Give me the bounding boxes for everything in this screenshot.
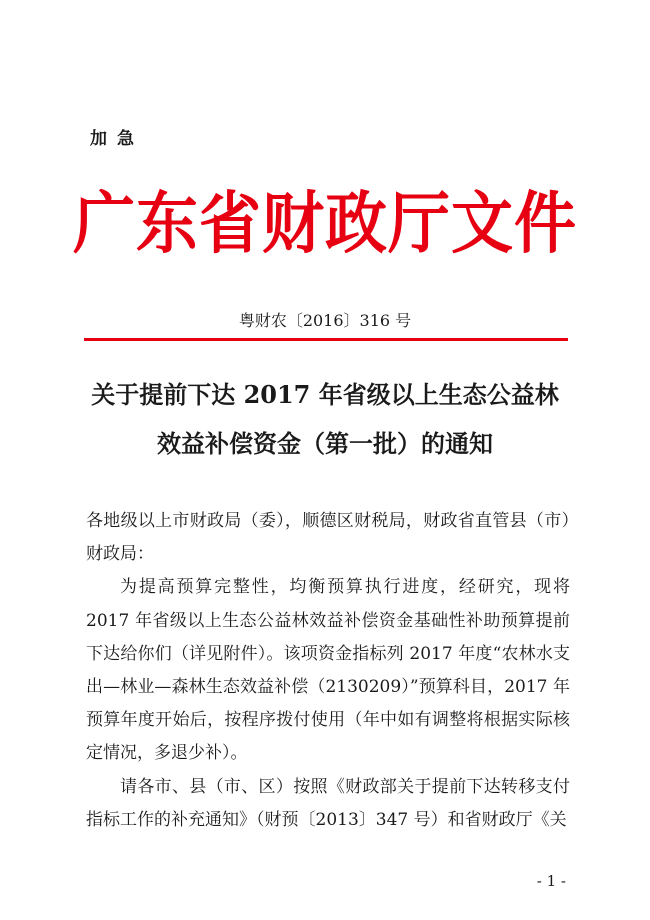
- document-number: 粤财农〔2016〕316 号: [238, 311, 412, 330]
- body-paragraph-1: 为提高预算完整性，均衡预算执行进度，经研究，现将 2017 年省级以上生态公益林效益补偿资金基础性补助预算提前下达给你们（详见附件）。该项资金指标列 2017 年度“农林水支出—林业—森林生态效益补偿（2130209）”预算科目，2017 年预算年度开始后，按程序拨付使用（年中如有调整将根据实际核定情况，多退少补）。: [86, 577, 570, 764]
- document-title-line-2: 效益补偿资金（第一批）的通知: [157, 429, 493, 458]
- page-number: - 1 -: [536, 872, 566, 890]
- document-body: [86, 505, 570, 837]
- salutation: 各地级以上市财政局（委），顺德区财税局，财政省直管县（市）财政局：: [86, 511, 570, 565]
- body-paragraph-2: 请各市、县（市、区）按照《财政部关于提前下达转移支付指标工作的补充通知》（财预〔2013〕347 号）和省财政厅《关: [86, 776, 570, 830]
- issuing-authority-header: 广东省财政厅文件: [72, 184, 577, 263]
- red-separator-line: [84, 338, 568, 341]
- urgency-label: 加急: [90, 129, 144, 149]
- document-title-line-1: 关于提前下达 2017 年省级以上生态公益林: [91, 380, 559, 409]
